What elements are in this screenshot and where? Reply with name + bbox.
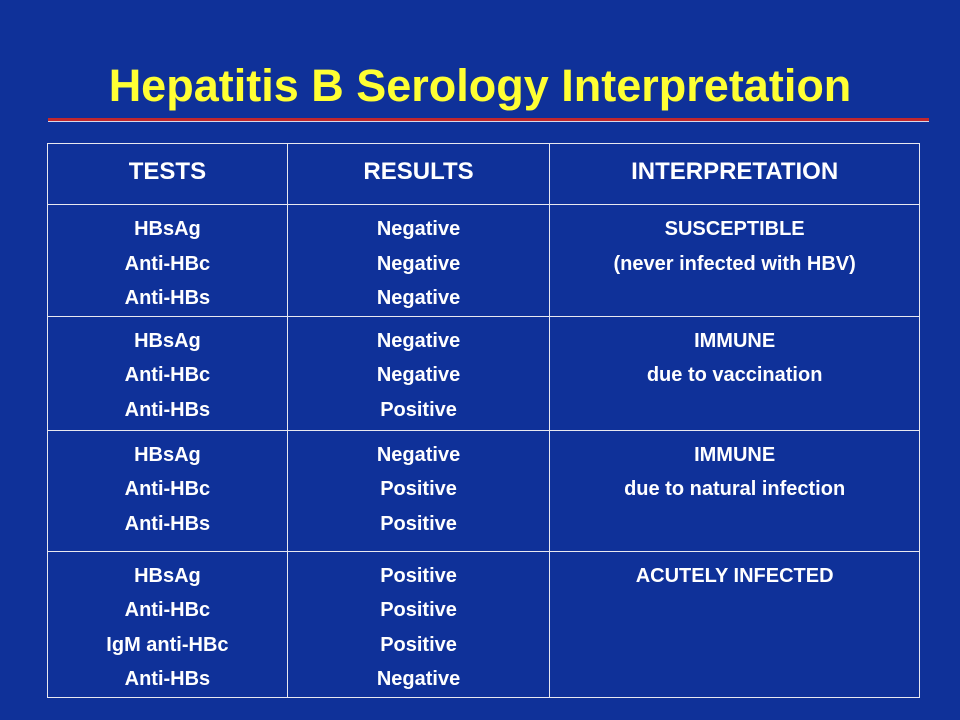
- test-result: Negative: [376, 287, 461, 309]
- test-result: Positive: [380, 564, 457, 587]
- interpretation-text: IMMUNE: [694, 329, 776, 352]
- test-result: Negative: [376, 668, 461, 690]
- tests-cell: [48, 430, 288, 551]
- header-tests: TESTS: [48, 144, 288, 205]
- test-name: HBsAg: [134, 443, 201, 466]
- header-interpretation: INTERPRETATION: [550, 144, 920, 205]
- interpretation-text: ACUTELY INFECTED: [635, 564, 834, 587]
- title-divider-white: [48, 121, 929, 122]
- tests-cell: [48, 205, 288, 317]
- test-name: HBsAg: [134, 218, 201, 240]
- test-name: HBsAg: [134, 329, 201, 352]
- test-result: Positive: [380, 599, 457, 621]
- table-row: [48, 205, 920, 317]
- interpretation-text: due to natural infection: [624, 478, 846, 500]
- results-cell: [287, 316, 549, 430]
- test-name: Anti-HBs: [124, 668, 211, 690]
- test-name: HBsAg: [134, 564, 201, 587]
- header-results: RESULTS: [287, 144, 549, 205]
- test-result: Negative: [376, 364, 461, 386]
- test-name: Anti-HBs: [124, 287, 211, 309]
- test-result: Positive: [380, 398, 457, 421]
- interpretation-cell: [550, 551, 920, 697]
- slide-title: Hepatitis B Serology Interpretation: [108, 60, 852, 111]
- results-cell: [287, 205, 549, 317]
- interpretation-text: due to vaccination: [646, 364, 823, 386]
- test-name: IgM anti-HBc: [106, 633, 229, 656]
- test-result: Negative: [376, 443, 461, 466]
- interpretation-cell: [550, 205, 920, 317]
- tests-cell: [48, 316, 288, 430]
- test-result: Positive: [380, 512, 457, 535]
- test-result: Negative: [376, 252, 461, 275]
- test-name: Anti-HBs: [124, 398, 211, 421]
- interpretation-text: (never infected with HBV): [613, 252, 856, 275]
- test-name: Anti-HBc: [124, 252, 211, 275]
- test-name: Anti-HBc: [124, 478, 211, 500]
- results-cell: [287, 430, 549, 551]
- table-row: [48, 551, 920, 697]
- test-name: Anti-HBc: [124, 599, 211, 621]
- interpretation-cell: [550, 316, 920, 430]
- serology-table: [47, 143, 920, 698]
- interpretation-text: IMMUNE: [694, 443, 776, 466]
- results-cell: [287, 551, 549, 697]
- table-header-row: [48, 144, 920, 205]
- test-name: Anti-HBs: [124, 512, 211, 535]
- tests-cell: [48, 551, 288, 697]
- test-result: Negative: [376, 329, 461, 352]
- test-result: Positive: [380, 478, 457, 500]
- table-row: [48, 430, 920, 551]
- test-result: Negative: [376, 218, 461, 240]
- interpretation-cell: [550, 430, 920, 551]
- test-result: Positive: [380, 633, 457, 656]
- interpretation-text: SUSCEPTIBLE: [664, 218, 805, 240]
- test-name: Anti-HBc: [124, 364, 211, 386]
- table-row: [48, 316, 920, 430]
